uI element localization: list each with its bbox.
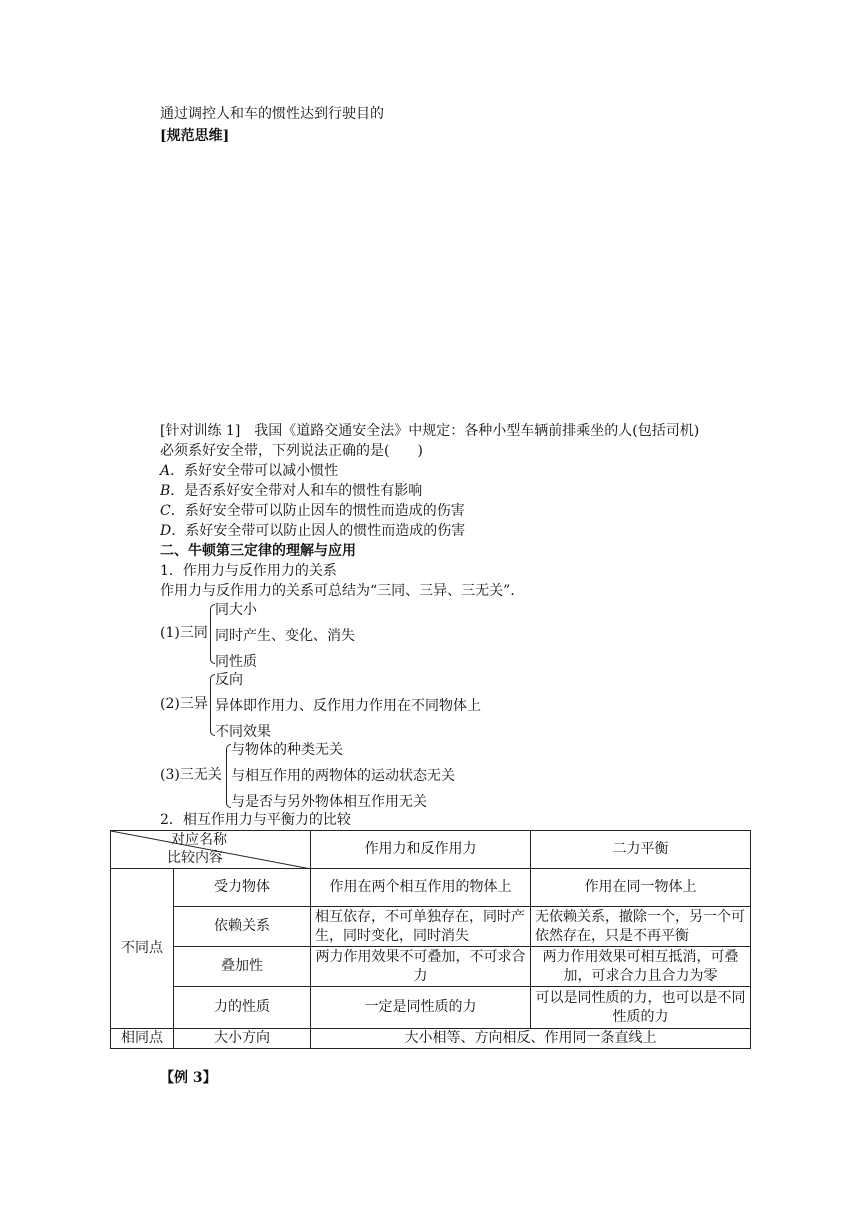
table-row [111, 907, 751, 947]
group-label-difftype: (2)三异 [160, 696, 208, 712]
row-cell-a: 两力作用效果不可叠加，不可求合力 [311, 947, 531, 987]
section-label: [规范思维] [160, 128, 230, 144]
group1-item-1: 同大小 [215, 602, 257, 618]
table-header-row [111, 831, 751, 869]
exercise-line2: 必须系好安全带，下列说法正确的是( ) [160, 443, 423, 459]
row-cell-b: 可以是同性质的力，也可以是不同性质的力 [531, 987, 751, 1029]
group2-item-1: 反向 [215, 672, 243, 688]
row-cell-a: 一定是同性质的力 [311, 987, 531, 1029]
intro-line: 通过调控人和车的惯性达到行驶目的 [160, 106, 384, 122]
table-row [111, 947, 751, 987]
group3-item-1: 与物体的种类无关 [231, 742, 343, 758]
row-cell-merged: 大小相等、方向相反、作用同一条直线上 [311, 1029, 751, 1049]
subheading-2: 2．相互作用力与平衡力的比较 [160, 812, 351, 828]
header-col-balance: 二力平衡 [531, 831, 751, 869]
option-c: C．系好安全带可以防止因车的惯性而造成的伤害 [160, 503, 465, 519]
row-name: 叠加性 [174, 947, 311, 987]
row-cell-b: 作用在同一物体上 [531, 869, 751, 907]
subheading-1: 1．作用力与反作用力的关系 [160, 563, 337, 579]
table-row [111, 869, 751, 907]
group1-item-3: 同性质 [215, 654, 257, 670]
exercise-stem-1: 我国《道路交通安全法》中规定：各种小型车辆前排乘坐的人(包括司机) [254, 423, 700, 439]
group-label-unrelated: (3)三无关 [160, 767, 222, 783]
option-a: A．系好安全带可以减小惯性 [160, 463, 339, 479]
group-same-cell: 相同点 [111, 1029, 174, 1049]
row-cell-b: 两力作用效果可相互抵消，可叠加，可求合力且合力为零 [531, 947, 751, 987]
group-diff-cell: 不同点 [111, 869, 174, 1029]
table-corner-cell [111, 831, 311, 869]
row-cell-a: 作用在两个相互作用的物体上 [311, 869, 531, 907]
row-name: 力的性质 [174, 987, 311, 1029]
row-name: 依赖关系 [174, 907, 311, 947]
exercise-line1 [160, 421, 699, 441]
group1-item-2: 同时产生、变化、消失 [215, 628, 355, 644]
header-col-action-reaction: 作用力和反作用力 [311, 831, 531, 869]
option-b: B．是否系好安全带对人和车的惯性有影响 [160, 483, 423, 499]
table-row [111, 987, 751, 1029]
corner-top-label: 对应名称 [171, 832, 227, 848]
group3-item-2: 与相互作用的两物体的运动状态无关 [231, 768, 455, 784]
table-row-same [111, 1029, 751, 1049]
comparison-table [110, 830, 751, 1049]
summary-text: 作用力与反作用力的关系可总结为“三同、三异、三无关”． [160, 583, 525, 599]
example-label: 【例 3】 [160, 1070, 217, 1086]
option-d: D．系好安全带可以防止因人的惯性而造成的伤害 [160, 523, 466, 539]
section-heading-2: 二、牛顿第三定律的理解与应用 [160, 543, 356, 559]
group2-item-2: 异体即作用力、反作用力作用在不同物体上 [215, 698, 481, 714]
row-cell-b: 无依赖关系，撤除一个，另一个可依然存在，只是不再平衡 [531, 907, 751, 947]
corner-bottom-label: 比较内容 [167, 850, 223, 866]
row-cell-a: 相互依存，不可单独存在，同时产生，同时变化，同时消失 [311, 907, 531, 947]
group-label-sametype: (1)三同 [160, 625, 208, 641]
exercise-tag: [针对训练 1] [160, 423, 241, 439]
group3-item-3: 与是否与另外物体相互作用无关 [231, 794, 427, 810]
row-name: 大小方向 [174, 1029, 311, 1049]
group2-item-3: 不同效果 [215, 724, 271, 740]
row-name: 受力物体 [174, 869, 311, 907]
